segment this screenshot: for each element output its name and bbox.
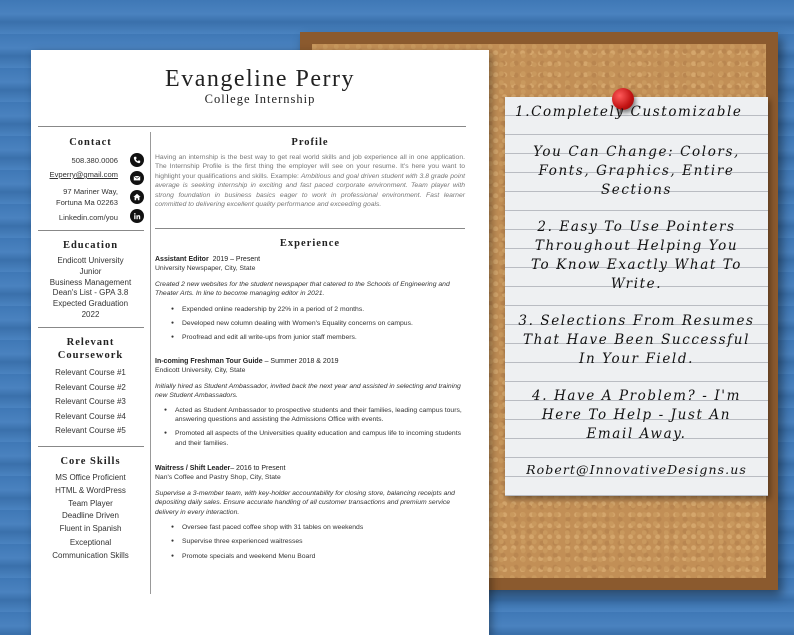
home-icon bbox=[130, 190, 144, 204]
resume-name: Evangeline Perry bbox=[165, 66, 355, 92]
education-line: Business Management bbox=[49, 277, 132, 287]
skill-item: Fluent in Spanish bbox=[59, 524, 122, 534]
skills-title: Core Skills bbox=[60, 456, 121, 467]
job-bullet: ● Promote specials and weekend Menu Board bbox=[182, 552, 465, 561]
resume-subtitle: College Internship bbox=[204, 92, 316, 106]
education-divider bbox=[38, 327, 144, 328]
education-line: Dean's List - GPA 3.8 bbox=[52, 288, 129, 298]
profile-divider bbox=[155, 228, 465, 229]
profile-title: Profile bbox=[291, 137, 329, 148]
note-line-10: That Have Been Successful bbox=[523, 332, 750, 348]
skill-item: Team Player bbox=[68, 498, 113, 508]
header-divider bbox=[38, 126, 466, 127]
education-block bbox=[38, 256, 143, 321]
note-line-13: Here To Help - Just An bbox=[541, 407, 732, 423]
coursework-item: Relevant Course #4 bbox=[55, 411, 126, 421]
note-line-14: Email Away. bbox=[586, 426, 687, 442]
job-title: Assistant Editor bbox=[155, 256, 209, 263]
note-line-1: 1.Completely Customizable bbox=[515, 104, 743, 120]
contact-address-line1: 97 Mariner Way, bbox=[63, 187, 118, 196]
linkedin-icon bbox=[130, 209, 144, 223]
job-dates: – Summer 2018 & 2019 bbox=[264, 358, 339, 365]
note-line-2: You Can Change: Colors, bbox=[533, 144, 740, 160]
contact-phone: 508.380.0006 bbox=[71, 156, 118, 165]
job-3 bbox=[155, 464, 465, 566]
email-icon bbox=[130, 171, 144, 185]
note-email: Robert@InnovativeDesigns.us bbox=[526, 462, 747, 477]
skill-item: Exceptional bbox=[69, 537, 112, 547]
job-org: Endicott University, City, State bbox=[155, 367, 246, 375]
job-bullet: ● Acted as Student Ambassador to prospective students and their families, leading campus tours, answering questions and assisting the Admissions Office with events. bbox=[175, 406, 465, 425]
phone-icon bbox=[130, 153, 144, 167]
note-line-11: In Your Field. bbox=[579, 351, 694, 367]
profile-text-italic: Ambitious and goal driven student with 3.8 grade point average is seeking internship in exciting and fast paced corporate environment. Team player with strong foundation in business basics eager to work in professional environment. Fast learner committed to delivering excellent quality performance and exceeding goals. bbox=[155, 172, 466, 209]
experience-title: Experience bbox=[279, 238, 341, 249]
job-bullet: ● Promoted all aspects of the Universities quality education and campus life to incoming students and their families. bbox=[175, 429, 465, 448]
education-title: Education bbox=[62, 240, 119, 251]
note-line-6: Throughout Helping You bbox=[534, 238, 739, 254]
job-dates: – 2016 to Present bbox=[230, 465, 286, 472]
skill-item: HTML & WordPress bbox=[55, 485, 126, 495]
column-divider bbox=[150, 132, 151, 594]
job-summary: Supervise a 3-member team, with key-holder accountability for closing store, balancing receipts and depositing daily sales. Ensure accurate handling of all customer transactions and premium service delivery in every interaction. bbox=[155, 489, 455, 516]
note-line-4: Sections bbox=[600, 182, 673, 198]
coursework-item: Relevant Course #2 bbox=[55, 382, 126, 392]
skills-list bbox=[38, 472, 143, 563]
coursework-item: Relevant Course #3 bbox=[55, 397, 126, 407]
job-bullet: ● Developed new column dealing with Women's Equality concerns on campus. bbox=[182, 319, 465, 328]
job-summary: Initially hired as Student Ambassador, invited back the next year and assisted in selecting and training new Student Ambassadors. bbox=[155, 382, 461, 400]
education-line: Junior bbox=[79, 266, 102, 276]
contact-address-line2: Fortuna Ma 02263 bbox=[55, 198, 118, 207]
profile-text-plain: Having an internship is the best way to get real world skills and job experience all in one application. The Internship Profile is the first thing the employer will see on your resume. It's here you want to highlight your qualifications and skills. Example: bbox=[155, 154, 465, 180]
job-2 bbox=[155, 357, 465, 453]
note-line-5: 2. Easy To Use Pointers bbox=[537, 219, 736, 235]
coursework-title-line2: Coursework bbox=[57, 350, 124, 361]
contact-title: Contact bbox=[69, 137, 112, 148]
coursework-item: Relevant Course #5 bbox=[55, 426, 126, 436]
job-bullet: ● Expended online readership by 22% in a period of 2 months. bbox=[182, 305, 465, 314]
job-org: University Newspaper, City, State bbox=[155, 265, 256, 273]
contact-email[interactable]: Evperry@gmail.com bbox=[49, 170, 118, 179]
note-line-8: Write. bbox=[610, 276, 663, 292]
job-dates: 2019 – Present bbox=[212, 256, 261, 263]
coursework-list bbox=[38, 366, 143, 439]
contact-linkedin[interactable]: Linkedin.com/you bbox=[58, 213, 118, 222]
note-line-9: 3. Selections From Resumes bbox=[518, 313, 755, 329]
profile-text bbox=[155, 153, 465, 209]
job-summary: Created 2 new websites for the student newspaper that catered to the Schools of Engineering and Theater Arts. In line to become managing editor in 2021. bbox=[155, 280, 450, 298]
job-bullet: ● Oversee fast paced coffee shop with 31 tables on weekends bbox=[182, 523, 465, 532]
education-line: Endicott University bbox=[57, 256, 124, 265]
education-line: Expected Graduation bbox=[52, 299, 129, 309]
coursework-divider bbox=[38, 446, 144, 447]
job-bullet: ● Supervise three experienced waitresses bbox=[182, 537, 465, 546]
job-org: Nan's Coffee and Pastry Shop, City, State bbox=[155, 474, 281, 482]
coursework-title-line1: Relevant bbox=[66, 337, 115, 348]
note-line-12: 4. Have A Problem? - I'm bbox=[532, 388, 741, 404]
skill-item: Deadline Driven bbox=[62, 511, 119, 521]
skill-item: MS Office Proficient bbox=[55, 473, 126, 482]
note-line-3: Fonts, Graphics, Entire bbox=[538, 163, 735, 179]
note-line-7: To Know Exactly What To bbox=[530, 257, 743, 273]
job-title: In-coming Freshman Tour Guide bbox=[155, 358, 263, 365]
contact-divider bbox=[38, 230, 144, 231]
skill-item: Communication Skills bbox=[52, 550, 129, 560]
coursework-item: Relevant Course #1 bbox=[55, 368, 126, 377]
job-1 bbox=[155, 255, 465, 348]
job-title: Waitress / Shift Leader bbox=[155, 465, 231, 472]
education-line: 2022 bbox=[81, 309, 100, 319]
job-bullet: ● Proofread and edit all write-ups from junior staff members. bbox=[182, 333, 465, 342]
